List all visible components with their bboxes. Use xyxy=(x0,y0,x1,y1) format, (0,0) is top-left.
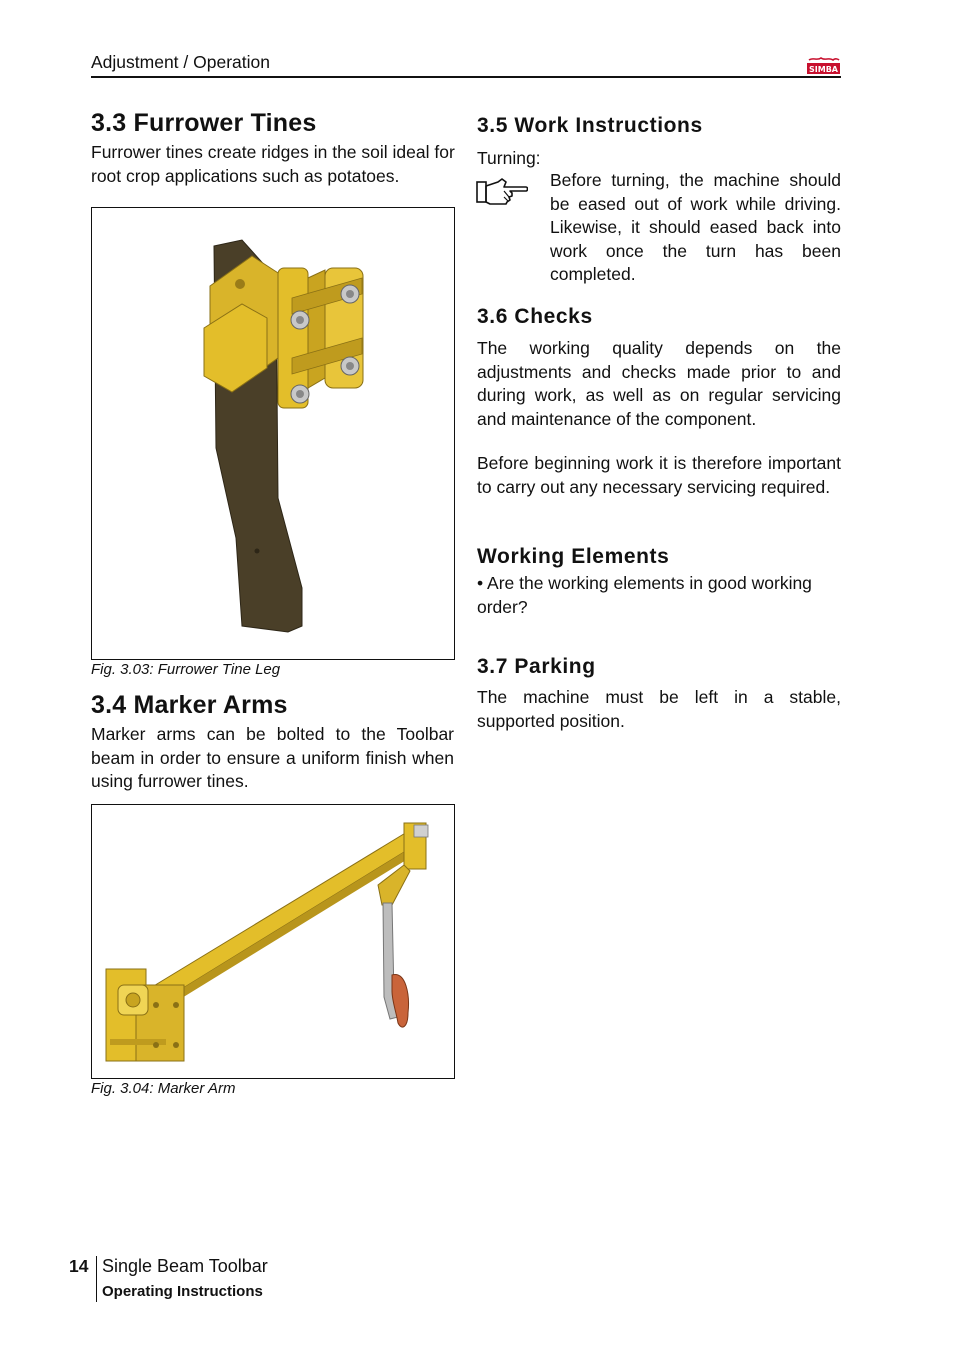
turning-label: Turning: xyxy=(477,148,541,168)
figure-furrower-tine xyxy=(91,207,455,660)
furrower-tine-illustration xyxy=(92,208,454,659)
figure-marker-arm xyxy=(91,804,455,1079)
section-3-4-body: Marker arms can be bolted to the Toolbar beam in order to ensure a uniform finish when using furrower tines. xyxy=(91,724,454,791)
checks-paragraph-1: The working quality depends on the adjustments and checks made prior to and during work, as well as on regular servicing and maintenance of the component. xyxy=(477,338,841,429)
footer-title: Single Beam Toolbar xyxy=(102,1256,268,1276)
figure-3-03-caption: Fig. 3.03: Furrower Tine Leg xyxy=(91,661,281,678)
pointing-hand-icon xyxy=(476,178,528,206)
marker-arm-illustration xyxy=(92,805,454,1078)
figure-3-04-caption: Fig. 3.04: Marker Arm xyxy=(91,1080,236,1097)
section-3-3-body: Furrower tines create ridges in the soil ideal for root crop applications such as potatoes. xyxy=(91,142,455,186)
checks-paragraph-2: Before beginning work it is therefore important to carry out any necessary servicing required. xyxy=(477,453,841,497)
parking-body: The machine must be left in a stable, supported position. xyxy=(477,687,841,731)
page-number: 14 xyxy=(69,1256,89,1276)
running-header: Adjustment / Operation xyxy=(91,52,270,72)
footer-subtitle: Operating Instructions xyxy=(102,1283,263,1300)
turning-note: Before turning, the machine should be eased out of work while driving. Likewise, it should eased back into work once the turn has been completed. xyxy=(550,170,841,284)
section-3-6-heading: 3.6 Checks xyxy=(477,305,593,328)
footer-rule xyxy=(96,1256,97,1302)
section-3-7-heading: 3.7 Parking xyxy=(477,655,596,678)
simba-logo xyxy=(807,57,840,74)
section-3-5-heading: 3.5 Work Instructions xyxy=(477,114,703,137)
section-3-3-heading: 3.3 Furrower Tines xyxy=(91,109,317,137)
section-3-4-heading: 3.4 Marker Arms xyxy=(91,691,288,719)
svg-text:SIMBA: SIMBA xyxy=(809,65,838,74)
header-rule xyxy=(91,76,841,78)
working-elements-bullet: • Are the working elements in good working order? xyxy=(477,573,812,617)
working-elements-heading: Working Elements xyxy=(477,545,670,568)
